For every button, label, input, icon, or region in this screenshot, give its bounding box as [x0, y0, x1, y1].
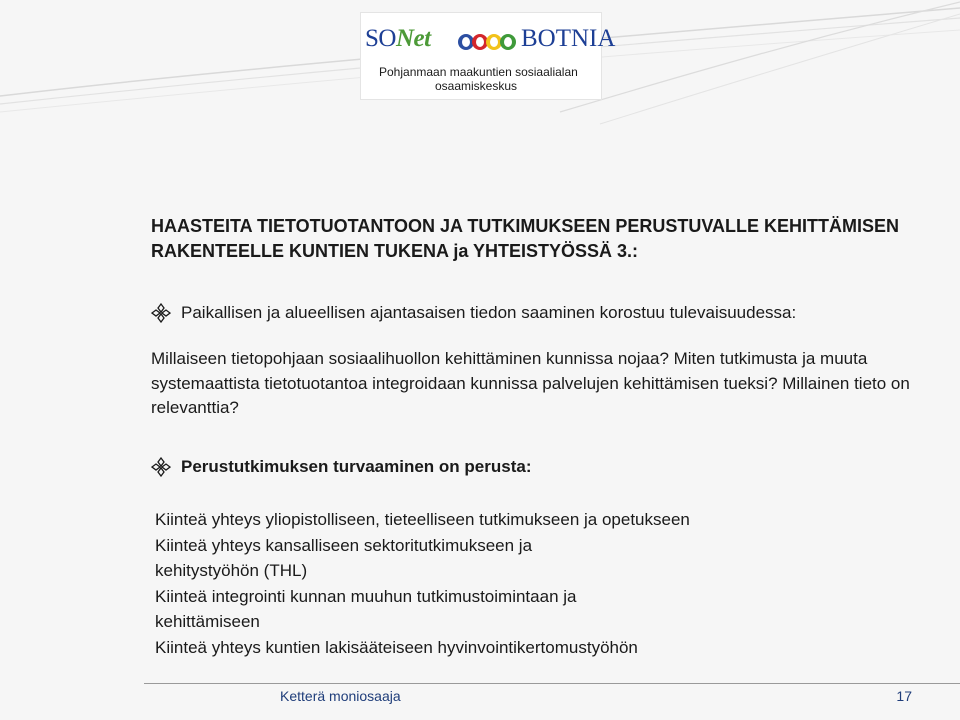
- logo-brand-left: SONet: [365, 25, 431, 52]
- diamond-bullet-icon: [151, 457, 171, 477]
- list-item: Kiinteä yhteys kuntien lakisääteiseen hyvinvointikertomustyöhön: [155, 637, 638, 657]
- diamond-bullet-icon: [151, 303, 171, 323]
- footer-label: Ketterä moniosaaja: [280, 688, 401, 704]
- footer-divider: [144, 683, 960, 684]
- list-item: Kiinteä yhteys yliopistolliseen, tieteelliseen tutkimukseen ja opetukseen: [155, 510, 690, 529]
- logo-rings-icon: [456, 31, 520, 53]
- list-item: Kiinteä yhteys kansalliseen sektoritutkimukseen ja: [155, 535, 533, 555]
- logo-brand-right: BOTNIA: [521, 25, 616, 52]
- bullet-text: Perustutkimuksen turvaaminen on perusta:: [181, 457, 532, 476]
- logo-subtitle: Pohjanmaan maakuntien sosiaalialan osaamiskeskus: [379, 65, 578, 93]
- bullet-item: [151, 302, 796, 324]
- sonet-botnia-logo: [360, 12, 616, 100]
- list-item: kehitystyöhön (THL): [155, 561, 308, 580]
- slide-title: HAASTEITA TIETOTUOTANTOON JA TUTKIMUKSEEN PERUSTUVALLE KEHITTÄMISEN RAKENTEELLE KUNTIEN TUKENA ja YHTEISTYÖSSÄ 3.:: [151, 216, 900, 261]
- page-number: 17: [896, 688, 912, 704]
- detail-list: [155, 507, 690, 660]
- body-paragraph: Millaiseen tietopohjaan sosiaalihuollon kehittäminen kunnissa nojaa? Miten tutkimusta ja muuta systemaattista tietotuotantoa integroidaan kunnissa palvelujen kehittämisen tueksi? Millainen tieto on relevanttia?: [151, 349, 910, 417]
- list-item: Kiinteä integrointi kunnan muuhun tutkimustoimintaan ja: [155, 586, 577, 606]
- bullet-text: Paikallisen ja alueellisen ajantasaisen tiedon saaminen korostuu tulevaisuudessa:: [181, 303, 797, 322]
- bullet-item: [151, 456, 531, 478]
- list-item: kehittämiseen: [155, 612, 260, 631]
